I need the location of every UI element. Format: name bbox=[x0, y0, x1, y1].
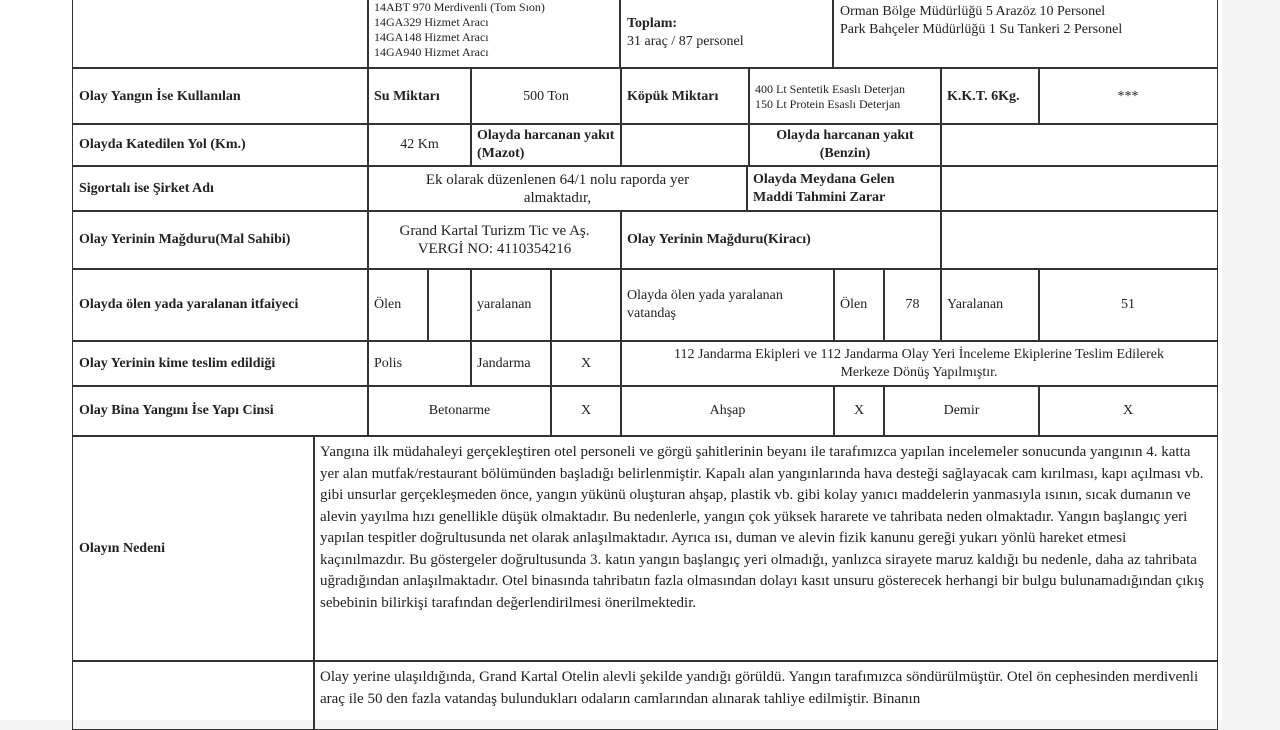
vehicle-list bbox=[367, 0, 620, 68]
firefighter-dead-label: Ölen bbox=[367, 268, 429, 342]
firefighter-casualty-label: Olayda ölen yada yaralanan itfaiyeci bbox=[72, 268, 369, 342]
citizen-dead-label: Ölen bbox=[833, 268, 885, 342]
tenant-label: Olay Yerinin Mağduru(Kiracı) bbox=[620, 210, 942, 270]
insurance-label: Sigortalı ise Şirket Adı bbox=[72, 165, 369, 212]
support-unit: Park Bahçeler Müdürlüğü 1 Su Tankeri 2 Personel bbox=[840, 22, 1123, 37]
concrete-mark: X bbox=[550, 385, 622, 437]
firefighter-dead-value bbox=[427, 268, 472, 342]
kkt-value: *** bbox=[1038, 68, 1218, 125]
water-row-label: Olay Yangın İse Kullanılan bbox=[72, 68, 369, 125]
foam-value: 400 Lt Sentetik Esaslı Deterjan bbox=[755, 81, 905, 96]
insurance-value: Ek olarak düzenlenen 64/1 nolu raporda yer almaktadır, bbox=[367, 165, 748, 212]
total-label: Toplam: bbox=[627, 16, 678, 31]
owner-tax-no: VERGİ NO: 4110354216 bbox=[417, 241, 572, 257]
foam-value: 150 Lt Protein Esaslı Deterjan bbox=[755, 96, 901, 111]
police-option: Polis bbox=[367, 340, 472, 387]
total-cell bbox=[620, 0, 833, 68]
wood-mark: X bbox=[833, 385, 885, 437]
firefighter-injured-value bbox=[550, 268, 622, 342]
kkt-label: K.K.T. 6Kg. bbox=[940, 68, 1040, 125]
water-value: 500 Ton bbox=[470, 68, 622, 125]
top-label-cell bbox=[72, 0, 369, 68]
owner-label: Olay Yerinin Mağduru(Mal Sahibi) bbox=[72, 210, 369, 270]
vehicle: 14GA329 Hizmet Aracı bbox=[374, 15, 489, 29]
petrol-label: Olayda harcanan yakıt (Benzin) bbox=[748, 123, 942, 167]
water-label: Su Miktarı bbox=[367, 68, 472, 125]
iron-mark: X bbox=[1038, 385, 1218, 437]
diesel-value bbox=[620, 123, 750, 167]
support-cell bbox=[833, 0, 1218, 68]
road-label: Olayda Katedilen Yol (Km.) bbox=[72, 123, 369, 167]
concrete-option: Betonarme bbox=[367, 385, 552, 437]
damage-label: Olayda Meydana Gelen Maddi Tahmini Zarar bbox=[746, 165, 942, 212]
diesel-label: Olayda harcanan yakıt (Mazot) bbox=[470, 123, 622, 167]
gendarme-mark: X bbox=[550, 340, 622, 387]
tenant-value bbox=[940, 210, 1218, 270]
handover-note: 112 Jandarma Ekipleri ve 112 Jandarma Olay Yeri İnceleme Ekiplerine Teslim Edilerek Merkeze Dönüş Yapılmıştır. bbox=[620, 340, 1218, 387]
citizen-dead-value: 78 bbox=[883, 268, 942, 342]
iron-option: Demir bbox=[883, 385, 1040, 437]
petrol-value bbox=[940, 123, 1218, 167]
citizen-injured-value: 51 bbox=[1038, 268, 1218, 342]
vehicle: 14GA940 Hizmet Aracı bbox=[374, 45, 489, 59]
support-unit: Orman Bölge Müdürlüğü 5 Arazöz 10 Personel bbox=[840, 4, 1106, 19]
citizen-casualty-label: Olayda ölen yada yaralanan vatandaş bbox=[620, 268, 835, 342]
vehicle: 14ABT 970 Merdivenli (Tom Sıon) bbox=[374, 0, 545, 14]
damage-value bbox=[940, 165, 1218, 212]
cause-label: Olayın Nedeni bbox=[72, 435, 315, 662]
vehicle: 14GA148 Hizmet Aracı bbox=[374, 30, 489, 44]
foam-label: Köpük Miktarı bbox=[620, 68, 750, 125]
wood-option: Ahşap bbox=[620, 385, 835, 437]
citizen-injured-label: Yaralanan bbox=[940, 268, 1040, 342]
road-value: 42 Km bbox=[367, 123, 472, 167]
total-value: 31 araç / 87 personel bbox=[627, 34, 744, 49]
firefighter-injured-label: yaralanan bbox=[470, 268, 552, 342]
foam-values bbox=[748, 68, 942, 125]
gendarme-option: Jandarma bbox=[470, 340, 552, 387]
summary-text: Olay yerine ulaşıldığında, Grand Kartal Otelin alevli şekilde yandığı görüldü. Yangın tarafımızca söndürülmüştür. Otel ön cephesinden merdivenli araç ile 50 den fazla vatandaş bulundukları odaların camlarından alınarak tahliye edilmiştir. Binanın bbox=[313, 660, 1218, 730]
cause-text: Yangına ilk müdahaleyi gerçekleştiren otel personeli ve görgü şahitlerinin beyanı ile tarafımızca yapılan incelemeler sonucunda yangının 4. katta yer alan mutfak/restaurant bölümünden başladığı belirlenmiştir. Kapalı alan yangınlarında hava desteği sağlayacak cam kırılması, kapı açılması vb. gibi unsurlar gerçekleşmeden önce, yangın yükünü oluşturan ahşap, plastik vb. gibi kolay yanıcı maddelerin yanmasıyla ısının, sıcak dumanın ve alevin yayılma hızı genellikle düşük olmaktadır. Bu nedenlerle, yangın çok yüksek hararete ve tahribata neden olmaktadır. Yangın başlangıç yeri yapılan tespitler doğrultusunda net olarak anlaşılmaktadır. Ayrıca ısı, duman ve alevin fizik kanunu gereği yukarı yönlü hareket etmesi kaçınılmazdır. Bu göstergeler doğrultusunda 3. katın yangın başlangıç yeri olmadığı, yanlızca sirayete maruz kaldığı bu nedenle, daha az tahribata uğradığından anlaşılmaktadır. Otel binasında tahribatın fazla olmasından dolayı kasıt unsuru gösterecek herhangi bir bulgu bulunamadığından çıkış sebebinin bilirkişi tarafından değerlendirilmesi önerilmektedir. bbox=[313, 435, 1218, 662]
building-type-label: Olay Bina Yangını İse Yapı Cinsi bbox=[72, 385, 369, 437]
handover-label: Olay Yerinin kime teslim edildiği bbox=[72, 340, 369, 387]
owner-name: Grand Kartal Turizm Tic ve Aş. bbox=[399, 223, 590, 239]
owner-value bbox=[367, 210, 622, 270]
